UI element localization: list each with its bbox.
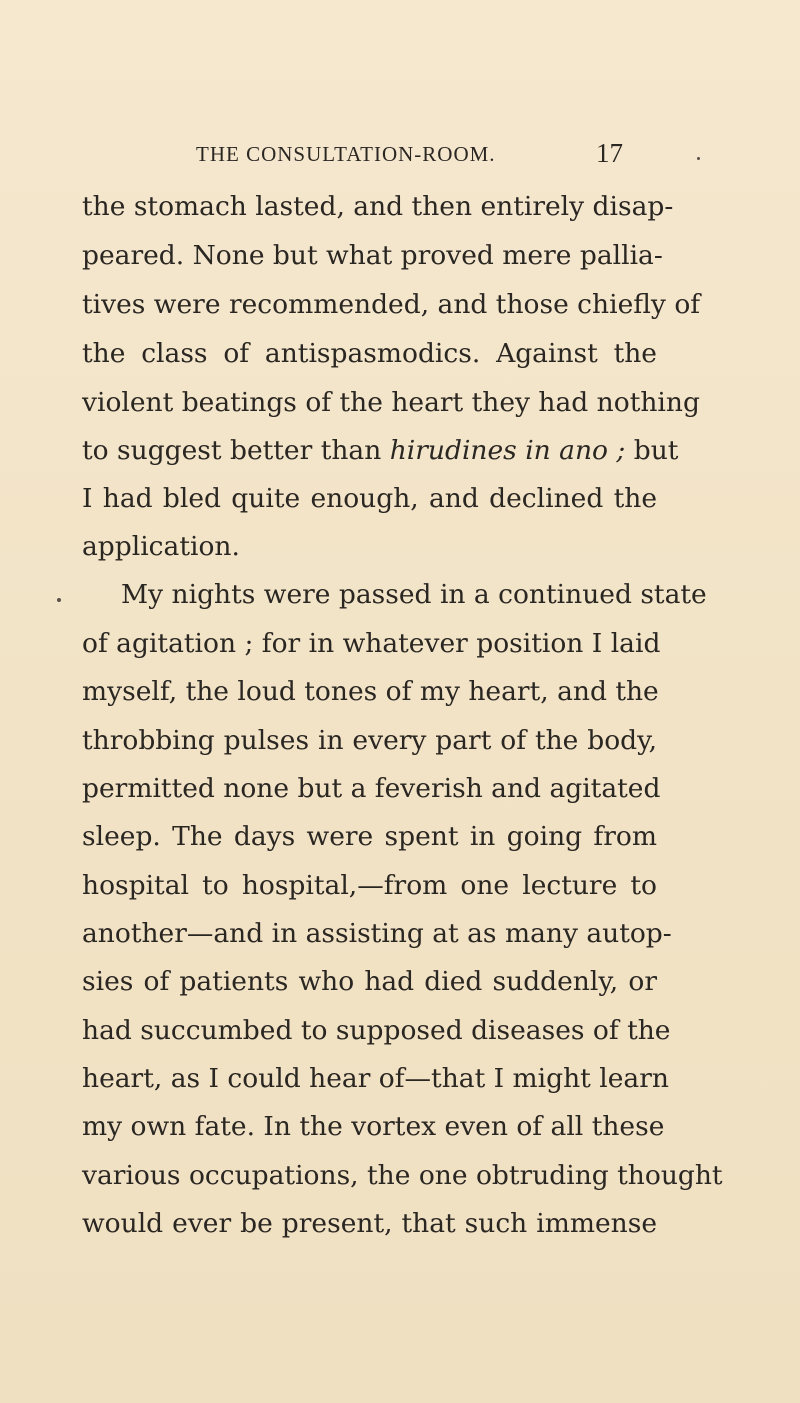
text-line: various occupations, the one obtruding thought (82, 1160, 723, 1191)
ink-speck (697, 157, 700, 160)
ink-speck (57, 598, 61, 602)
text-line: my own fate. In the vortex even of all these (82, 1111, 665, 1142)
paragraph-first-line: My nights were passed in a continued state (121, 579, 707, 610)
text-line (82, 428, 679, 474)
text-line: myself, the loud tones of my heart, and the (82, 676, 659, 707)
text-run: but (625, 435, 679, 466)
text-line: sleep. The days were spent in going from (82, 821, 657, 852)
text-line: had succumbed to supposed diseases of the (82, 1015, 671, 1046)
text-line: of agitation ; for in whatever position I laid (82, 628, 661, 659)
text-line: tives were recommended, and those chiefly of (82, 289, 701, 320)
text-line: hospital to hospital,—from one lecture to (82, 870, 657, 901)
text-line: application. (82, 531, 240, 562)
text-line: the class of antispasmodics. Against the (82, 338, 657, 369)
text-line: another—and in assisting at as many autop- (82, 918, 672, 949)
text-line: sies of patients who had died suddenly, or (82, 966, 657, 997)
text-line: throbbing pulses in every part of the body, (82, 725, 657, 756)
text-line: heart, as I could hear of—that I might learn (82, 1063, 669, 1094)
text-line: violent beatings of the heart they had nothing (82, 387, 700, 418)
text-line: I had bled quite enough, and declined the (82, 483, 657, 514)
italic-phrase: hirudines in ano ; (389, 435, 626, 466)
page-number: 17 (596, 138, 623, 168)
text-line: the stomach lasted, and then entirely disap- (82, 191, 674, 222)
text-line: permitted none but a feverish and agitated (82, 773, 661, 804)
text-run: to suggest better than (82, 435, 390, 466)
text-line: peared. None but what proved mere pallia- (82, 240, 663, 271)
text-line: would ever be present, that such immense (82, 1208, 657, 1239)
running-head: THE CONSULTATION-ROOM. (196, 142, 496, 166)
